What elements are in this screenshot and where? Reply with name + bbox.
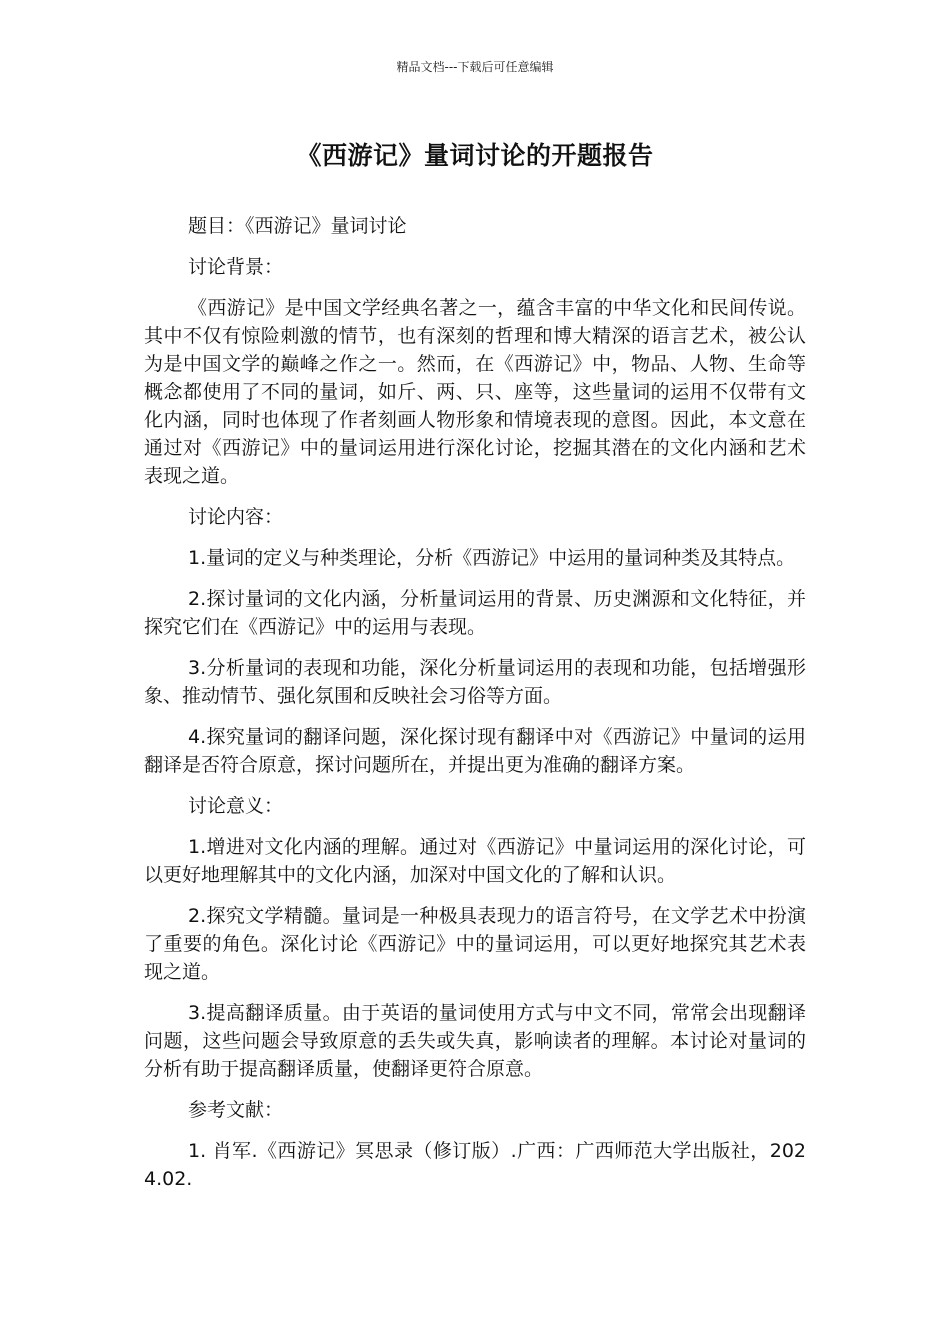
paragraph-topic: 题目：《西游记》量词讨论 — [188, 215, 407, 237]
content-item-2: 2.探讨量词的文化内涵，分析量词运用的背景、历史渊源和文化特征，并探究它们在《西游记》中的运用与表现。 — [144, 588, 806, 638]
significance-item-2: 2.探究文学精髓。量词是一种极具表现力的语言符号，在文学艺术中扮演了重要的角色。深化讨论《西游记》中的量词运用，可以更好地探究其艺术表现之道。 — [144, 905, 806, 983]
content-item-4: 4.探究量词的翻译问题，深化探讨现有翻译中对《西游记》中量词的运用翻译是否符合原意，探讨问题所在，并提出更为准确的翻译方案。 — [144, 726, 806, 776]
content-item-3: 3.分析量词的表现和功能，深化分析量词运用的表现和功能，包括增强形象、推动情节、强化氛围和反映社会习俗等方面。 — [144, 657, 806, 707]
heading-content: 讨论内容： — [188, 506, 284, 528]
paragraph-background: 《西游记》是中国文学经典名著之一，蕴含丰富的中华文化和民间传说。其中不仅有惊险刺激的情节，也有深刻的哲理和博大精深的语言艺术，被公认为是中国文学的巅峰之作之一。然而，在《西游记》中，物品、人物、生命等概念都使用了不同的量词，如斤、两、只、座等，这些量词的运用不仅带有文化内涵，同时也体现了作者刻画人物形象和情境表现的意图。因此，本文意在通过对《西游记》中的量词运用进行深化讨论，挖掘其潜在的文化内涵和艺术表现之道。 — [144, 297, 806, 487]
document-title: 《西游记》量词讨论的开题报告 — [296, 141, 654, 170]
significance-item-1: 1.增进对文化内涵的理解。通过对《西游记》中量词运用的深化讨论，可以更好地理解其中的文化内涵，加深对中国文化的了解和认识。 — [144, 836, 806, 886]
heading-references: 参考文献： — [188, 1099, 284, 1121]
document-body — [144, 212, 806, 1206]
reference-item-1: 1. 肖军.《西游记》冥思录（修订版）.广西：广西师范大学出版社，2024.02. — [144, 1140, 806, 1190]
heading-significance: 讨论意义： — [188, 795, 284, 817]
header-note: 精品文档---下载后可任意编辑 — [396, 60, 554, 74]
significance-item-3: 3.提高翻译质量。由于英语的量词使用方式与中文不同，常常会出现翻译问题，这些问题会导致原意的丢失或失真，影响读者的理解。本讨论对量词的分析有助于提高翻译质量，使翻译更符合原意。 — [144, 1002, 806, 1080]
heading-background: 讨论背景： — [188, 256, 284, 278]
content-item-1: 1.量词的定义与种类理论，分析《西游记》中运用的量词种类及其特点。 — [188, 547, 796, 569]
